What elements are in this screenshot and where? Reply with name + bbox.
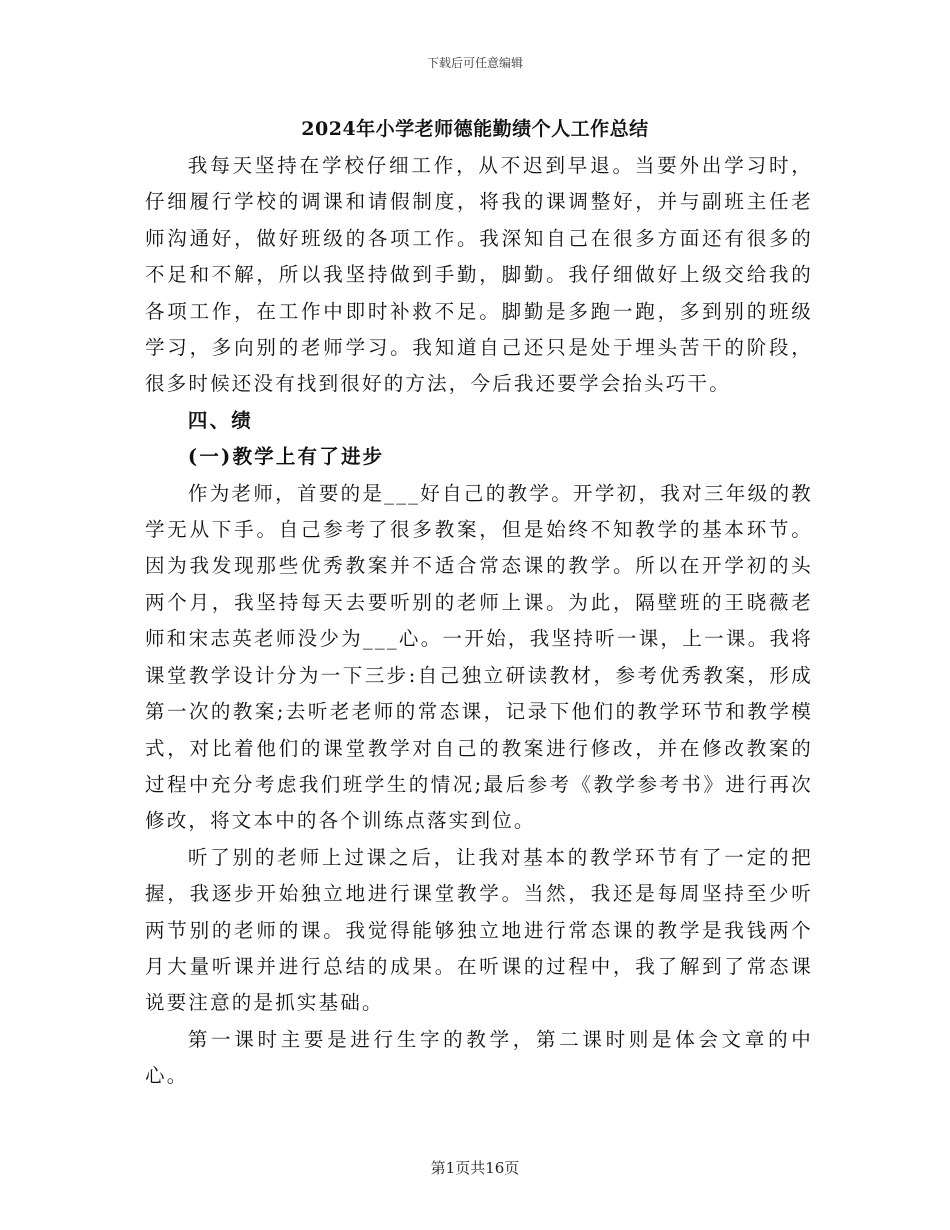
- page-number: 第1页共16页: [430, 1159, 520, 1177]
- paragraph-lesson-periods: 第一课时主要是进行生字的教学，第二课时则是体会文章的中心。: [145, 1027, 813, 1088]
- document-title: 2024年小学老师德能勤绩个人工作总结: [301, 118, 649, 140]
- paragraph-attendance: 我每天坚持在学校仔细工作，从不迟到早退。当要外出学习时，仔细履行学校的调课和请假制度，将我的课调整好，并与副班主任老师沟通好，做好班级的各项工作。我深知自己在很多方面还有很多的不足和不解，所以我坚持做到手勤，脚勤。我仔细做好上级交给我的各项工作，在工作中即时补救不足。脚勤是多跑一跑，多到别的班级学习，多向别的老师学习。我知道自己还只是处于埋头苦干的阶段，很多时候还没有找到很好的方法，今后我还要学会抬头巧干。: [145, 154, 813, 396]
- paragraph-independent-teaching: 听了别的老师上过课之后，让我对基本的教学环节有了一定的把握，我逐步开始独立地进行课堂教学。当然，我还是每周坚持至少听两节别的老师的课。我觉得能够独立地进行常态课的教学是我钱两个月大量听课并进行总结的成果。在听课的过程中，我了解到了常态课说要注意的是抓实基础。: [145, 845, 813, 1015]
- download-note: 下载后可任意编辑: [426, 56, 523, 70]
- subsection-heading-teaching-progress: (一)教学上有了进步: [187, 445, 385, 469]
- paragraph-teaching-start: 作为老师，首要的是___好自己的教学。开学初，我对三年级的教学无从下手。自己参考了很多教案，但是始终不知教学的基本环节。因为我发现那些优秀教案并不适合常态课的教学。所以在开学初的头两个月，我坚持每天去要听别的老师上课。为此，隔壁班的王晓薇老师和宋志英老师没少为___心。一开始，我坚持听一课，上一课。我将课堂教学设计分为一下三步:自己独立研读教材，参考优秀教案，形成第一次的教案;去听老老师的常态课，记录下他们的教学环节和教学模式，对比着他们的课堂教学对自己的教案进行修改，并在修改教案的过程中充分考虑我们班学生的情况;最后参考《教学参考书》进行再次修改，将文本中的各个训练点落实到位。: [145, 481, 813, 833]
- section-heading-achievements: 四、绩: [187, 408, 253, 432]
- document-body: [145, 148, 813, 1095]
